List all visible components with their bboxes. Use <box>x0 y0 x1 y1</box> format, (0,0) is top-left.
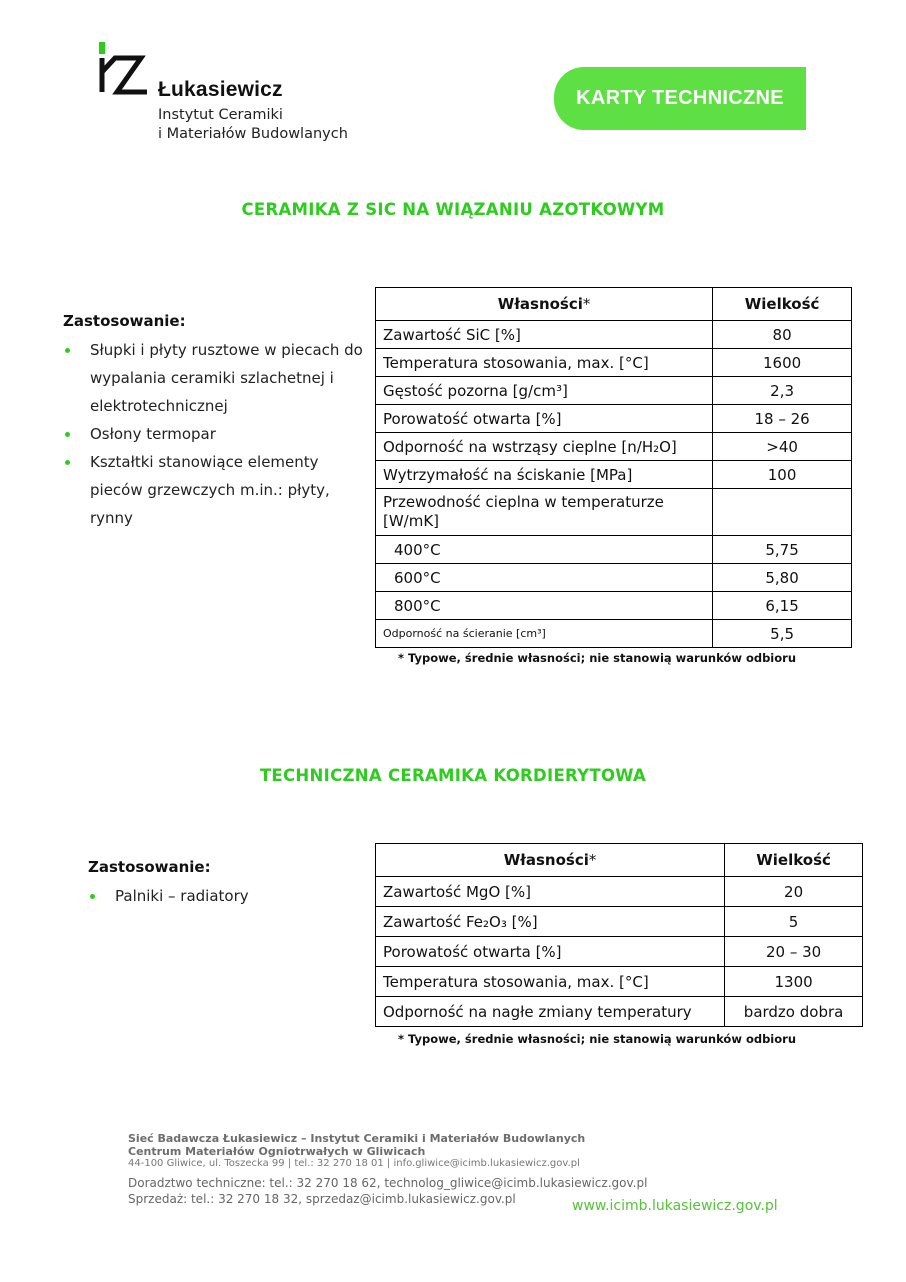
footer-address: 44-100 Gliwice, ul. Toszecka 99 | tel.: 32 270 18 01 | info.gliwice@icimb.lukasiewicz.gov.pl <box>128 1158 580 1169</box>
table-row: Odporność na nagłe zmiany temperatury bardzo dobra <box>376 997 863 1027</box>
list-item: Słupki i płyty rusztowe w piecach do wypalania ceramiki szlachetnej i elektrotechnicznej <box>63 336 363 420</box>
table-row: Zawartość MgO [%] 20 <box>376 877 863 907</box>
table-row: Zawartość SiC [%] 80 <box>376 321 852 349</box>
application-title: Zastosowanie: <box>63 312 186 330</box>
table-row: Odporność na wstrząsy cieplne [n/H₂O] >40 <box>376 433 852 461</box>
application-list <box>63 336 363 532</box>
footer-sales-contact: Sprzedaż: tel.: 32 270 18 32, sprzedaz@icimb.lukasiewicz.gov.pl <box>128 1192 516 1206</box>
table-header-row <box>376 844 863 877</box>
table-row: Temperatura stosowania, max. [°C] 1600 <box>376 349 852 377</box>
column-header-property: Własności* <box>376 288 713 321</box>
table-row: Zawartość Fe₂O₃ [%] 5 <box>376 907 863 937</box>
footer-center: Centrum Materiałów Ogniotrwałych w Gliwicach <box>128 1145 426 1158</box>
column-header-value: Wielkość <box>725 844 863 877</box>
table-row: Temperatura stosowania, max. [°C] 1300 <box>376 967 863 997</box>
column-header-property: Własności* <box>376 844 725 877</box>
table-row: Wytrzymałość na ściskanie [MPa] 100 <box>376 461 852 489</box>
table-row: Gęstość pozorna [g/cm³] 2,3 <box>376 377 852 405</box>
table-row: Przewodność cieplna w temperaturze [W/mK] <box>376 489 852 536</box>
table-footnote: * Typowe, średnie własności; nie stanowią warunków odbioru <box>398 1032 797 1046</box>
brand-name: Łukasiewicz <box>158 78 283 101</box>
section1-applications <box>63 312 363 532</box>
footer-technical-contact: Doradztwo techniczne: tel.: 32 270 18 62, technolog_gliwice@icimb.lukasiewicz.gov.pl <box>128 1176 648 1190</box>
table-row: Porowatość otwarta [%] 18 – 26 <box>376 405 852 433</box>
institute-name-line1: Instytut Ceramiki <box>158 107 283 123</box>
list-item: Palniki – radiatory <box>88 882 368 910</box>
list-item: Osłony termopar <box>63 420 363 448</box>
lukasiewicz-logo-icon <box>97 42 149 100</box>
footer-organization: Sieć Badawcza Łukasiewicz – Instytut Ceramiki i Materiałów Budowlanych <box>128 1132 586 1145</box>
table-row: Porowatość otwarta [%] 20 – 30 <box>376 937 863 967</box>
table-row: 800°C 6,15 <box>376 592 852 620</box>
section1-title: CERAMIKA Z SIC NA WIĄZANIU AZOTKOWYM <box>241 200 665 219</box>
section2-applications <box>88 858 368 910</box>
list-item: Kształtki stanowiące elementy pieców grzewczych m.in.: płyty, rynny <box>63 448 363 532</box>
table-row: 600°C 5,80 <box>376 564 852 592</box>
table-row: 400°C 5,75 <box>376 536 852 564</box>
table-footnote: * Typowe, średnie własności; nie stanowią warunków odbioru <box>398 651 797 665</box>
properties-table <box>375 843 863 1027</box>
properties-table <box>375 287 852 648</box>
table-header-row <box>376 288 852 321</box>
institute-name-line2: i Materiałów Budowlanych <box>158 126 348 142</box>
table-row: Odporność na ścieranie [cm³] 5,5 <box>376 620 852 648</box>
application-list <box>88 882 368 910</box>
column-header-value: Wielkość <box>713 288 852 321</box>
application-title: Zastosowanie: <box>88 858 211 876</box>
section2-title: TECHNICZNA CERAMIKA KORDIERYTOWA <box>259 766 647 785</box>
technical-sheets-badge: KARTY TECHNICZNE <box>554 67 806 130</box>
footer-website-link[interactable]: www.icimb.lukasiewicz.gov.pl <box>572 1198 778 1214</box>
